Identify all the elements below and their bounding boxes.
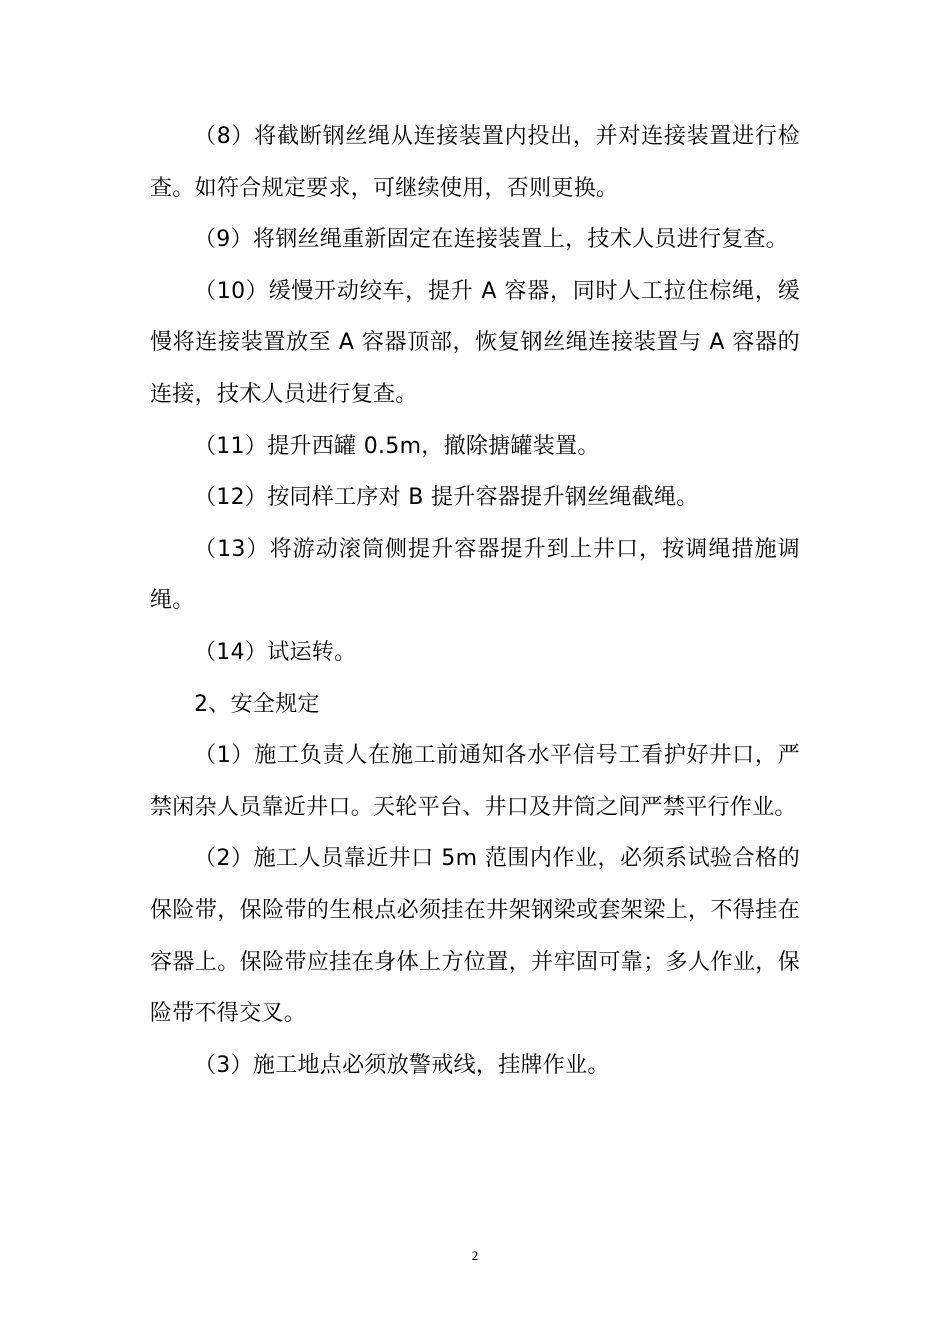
paragraph-safety-3: （3）施工地点必须放警戒线，挂牌作业。: [194, 1052, 610, 1078]
paragraph-step-10: （10）缓慢开动绞车，提升 A 容器，同时人工拉住棕绳，缓慢将连接装置放至 A 容器顶部，恢复钢丝绳连接装置与 A 容器的连接，技术人员进行复查。: [150, 278, 800, 407]
paragraph-step-8: （8）将截断钢丝绳从连接装置内投出，并对连接装置进行检查。如符合规定要求，可继续使用，否则更换。: [150, 124, 800, 201]
paragraph-safety-2: （2）施工人员靠近井口 5m 范围内作业，必须系试验合格的保险带，保险带的生根点必须挂在井架钢梁或套架梁上，不得挂在容器上。保险带应挂在身体上方位置，并牢固可靠；多人作业，保险带不得交叉。: [150, 846, 800, 1027]
paragraph-safety-1: （1）施工负责人在施工前通知各水平信号工看护好井口，严禁闲杂人员靠近井口。天轮平台、井口及井筒之间严禁平行作业。: [150, 743, 800, 820]
section-heading-safety: 2、安全规定: [194, 691, 320, 717]
paragraph-step-13: （13）将游动滚筒侧提升容器提升到上井口，按调绳措施调绳。: [150, 536, 800, 614]
paragraph-step-11: （11）提升西罐 0.5m，撤除搪罐装置。: [194, 433, 600, 459]
paragraph-step-14: （14）试运转。: [194, 639, 357, 665]
paragraph-step-12: （12）按同样工序对 B 提升容器提升钢丝绳截绳。: [194, 485, 699, 511]
document-body: [150, 111, 800, 1091]
page-number: 2: [471, 1248, 479, 1263]
paragraph-step-9: （9）将钢丝绳重新固定在连接装置上，技术人员进行复查。: [194, 227, 789, 253]
